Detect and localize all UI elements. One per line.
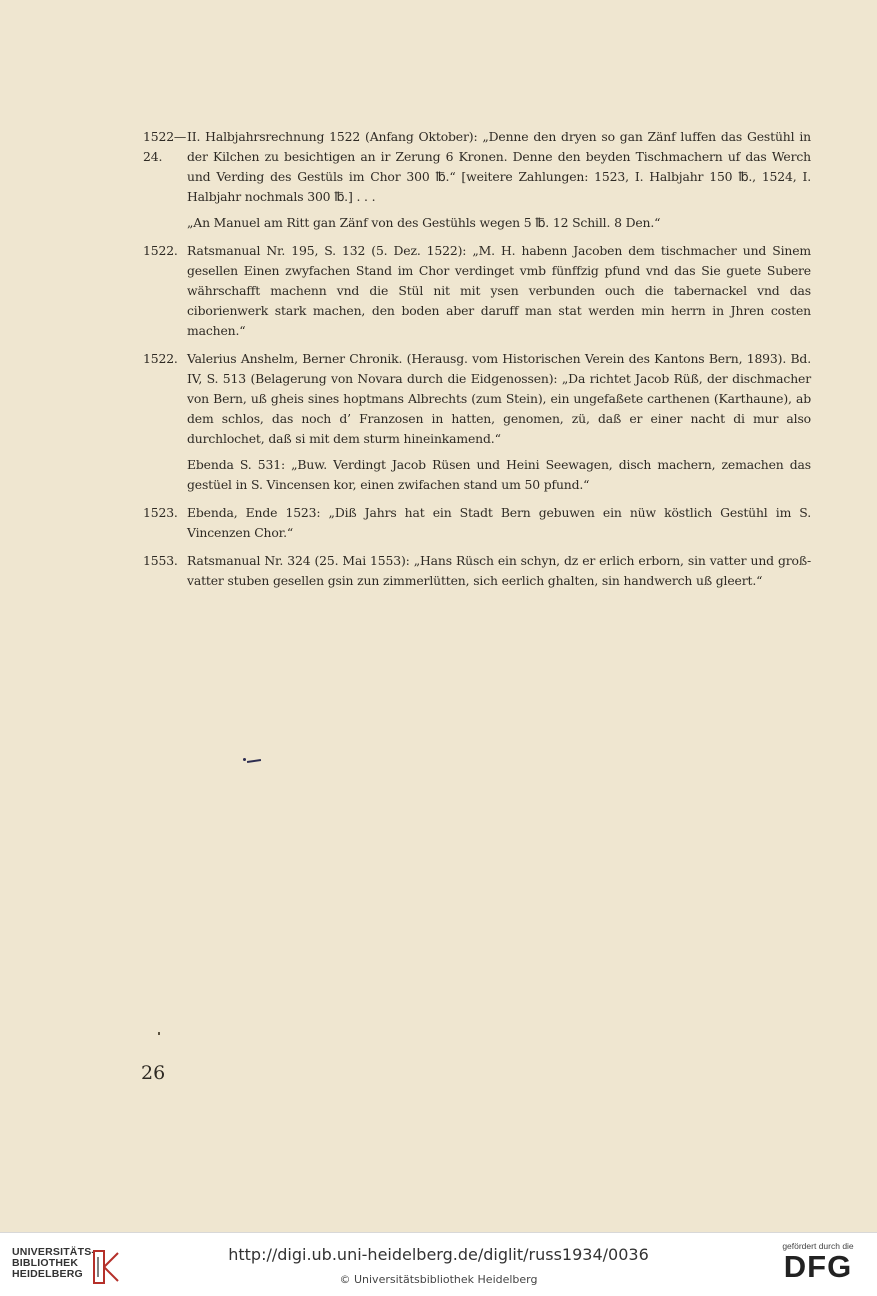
- entry-1553: [143, 551, 811, 591]
- entry-text: II. Halbjahrsrechnung 1522 (Anfang Oktober): „Denne den dryen so gan Zänf luffen das Gestühl in der Kilchen zu besichtigen an ir Zerung 6 Kronen. Denne den beyden Tischmachern uf das Werch und Verding des Gestüls im Chor 300 ℔.“ [weitere Zahlungen: 1523, I. Halbjahr 150 ℔., 1524, I. Halbjahr nochmals 300 ℔.] . . .: [187, 129, 811, 204]
- entry-year: 1522.: [143, 243, 178, 258]
- library-line: HEIDELBERG: [12, 1268, 83, 1280]
- entry-text: „An Manuel am Ritt gan Zänf von des Gestühls wegen 5 ℔. 12 Schill. 8 Den.“: [187, 215, 661, 230]
- ink-speck: [158, 1032, 160, 1035]
- entry-year: 1522—24.: [143, 129, 187, 164]
- entry-text: Valerius Anshelm, Berner Chronik. (Herausg. vom Historischen Verein des Kantons Bern, 1893). Bd. IV, S. 513 (Belagerung von Novara durch die Eidgenossen): „Da richtet Jacob Rüß, der dischmacher von Bern, uß gheis sines hoptmans Albrechts (zum Stein), ein ungefaßete carthenen (Karthaune), ab dem schlos, das noch d’ Franzosen in hatten, genomen, zü, daß er einer nacht di mur also durchlochet, daß si mit dem sturm hineinkamend.“: [187, 351, 811, 446]
- entry-1523: [143, 503, 811, 543]
- entry-text: Ratsmanual Nr. 324 (25. Mai 1553): „Hans Rüsch ein schyn, dz er erlich erborn, sin vatter und groß-vatter stuben gesellen gsin zun zimmerlütten, sich eerlich ghalten, sin handwerch uß gleert.“: [187, 553, 811, 588]
- entry-year: 1522.: [143, 351, 178, 366]
- document-body: [143, 127, 811, 599]
- page-number: 26: [141, 1062, 166, 1084]
- entry-1522-anshelm: [143, 349, 811, 495]
- library-line: UNIVERSITÄTS-: [12, 1246, 96, 1258]
- library-line: BIBLIOTHEK: [12, 1257, 79, 1269]
- entry-1522-24: [143, 127, 811, 233]
- viewer-footer: [0, 1232, 877, 1296]
- entry-text: Ebenda S. 531: „Buw. Verdingt Jacob Rüsen und Heini Seewagen, disch machern, zemachen das gestüel in S. Vincensen kor, einen zwifachen stand um 50 pfund.“: [187, 457, 811, 492]
- ink-speck: [247, 759, 261, 763]
- copyright-notice: © Universitätsbibliothek Heidelberg: [339, 1273, 538, 1286]
- dfg-logo[interactable]: [773, 1241, 863, 1283]
- funded-by-label: gefördert durch die: [782, 1241, 854, 1251]
- dfg-wordmark: DFG: [783, 1249, 853, 1284]
- document-url[interactable]: http://digi.ub.uni-heidelberg.de/diglit/russ1934/0036: [228, 1245, 649, 1264]
- entry-year: 1523.: [143, 505, 178, 520]
- entry-text: Ebenda, Ende 1523: „Diß Jahrs hat ein Stadt Bern gebuwen ein nüw köstlich Gestühl im S. Vincenzen Chor.“: [187, 505, 811, 540]
- entry-text: Ratsmanual Nr. 195, S. 132 (5. Dez. 1522): „M. H. habenn Jacoben dem tischmacher und Sinem gesellen Einen zwyfachen Stand im Chor verdinget vmb fünffzig pfund vnd das Sie guete Subere währschafft machenn vnd die Stül nit mit ysen verbunden ouch die tabernackel vnd das ciborienwerk stark machen, den boden aber daruff man stat werden min herrn in Jhren costen machen.“: [187, 243, 811, 338]
- ink-speck: [243, 758, 246, 761]
- entry-1522-ratsmanual: [143, 241, 811, 341]
- entry-year: 1553.: [143, 553, 178, 568]
